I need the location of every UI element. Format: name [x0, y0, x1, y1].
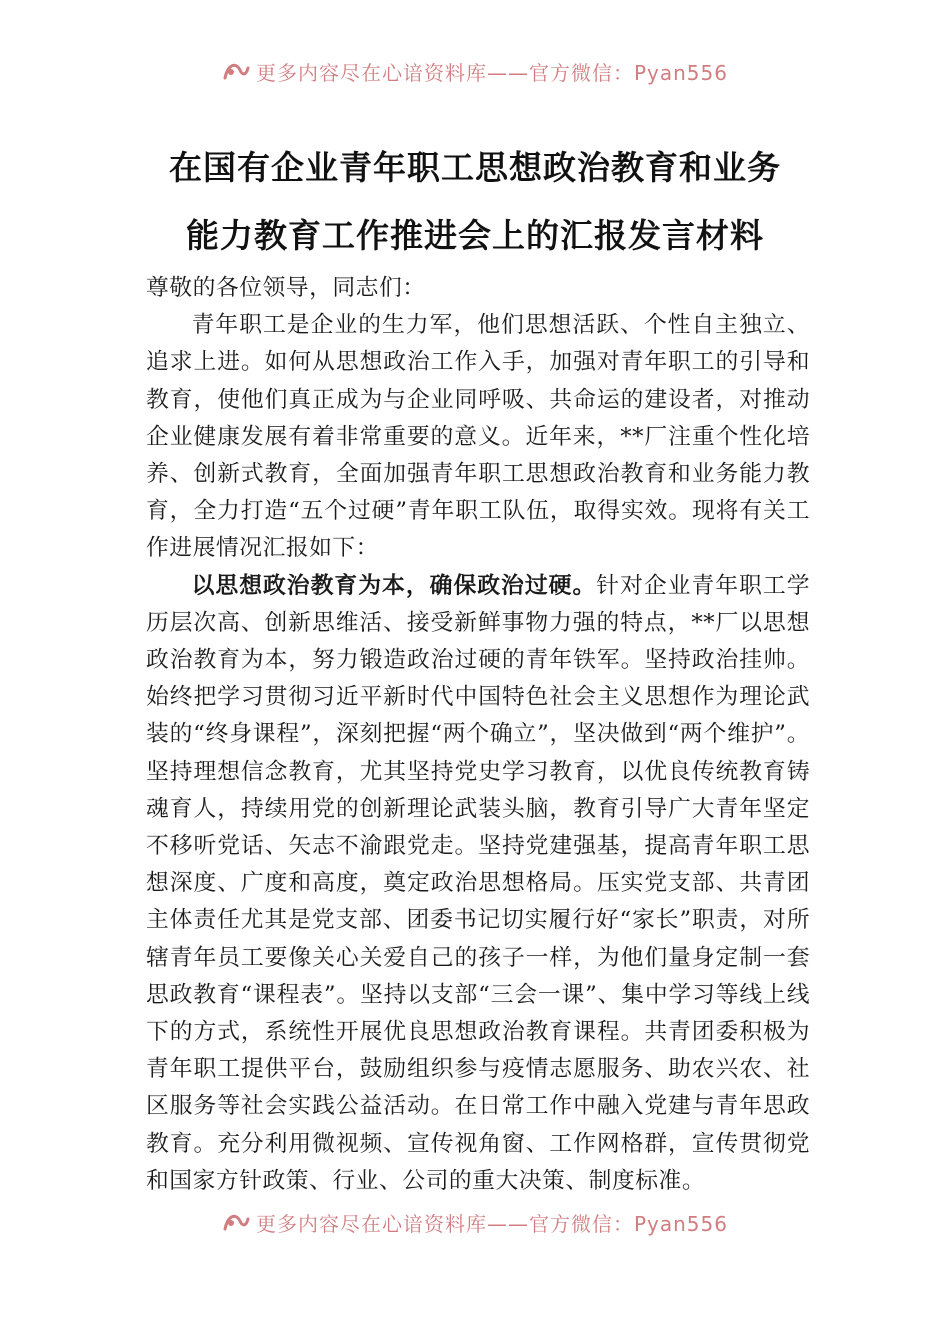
- watermark-logo-icon: [222, 60, 250, 82]
- paragraph-intro: 青年职工是企业的生力军，他们思想活跃、个性自主独立、追求上进。如何从思想政治工作入手，加强对青年职工的引导和教育，使他们真正成为与企业同呼吸、共命运的建设者，对推动企业健康发展有着非常重要的意义。近年来，**厂注重个性化培养、创新式教育，全面加强青年职工思想政治教育和业务能力教育，全力打造“五个过硬”青年职工队伍，取得实效。现将有关工作进展情况汇报如下：: [146, 312, 810, 562]
- document-title-line2: 能力教育工作推进会上的汇报发言材料: [186, 216, 764, 255]
- document-title-line1: 在国有企业青年职工思想政治教育和业务: [169, 148, 781, 187]
- salutation: 尊敬的各位领导，同志们：: [146, 275, 426, 301]
- watermark-logo-icon: [222, 1211, 250, 1233]
- document-body: [146, 270, 810, 1200]
- paragraph-body: 针对企业青年职工学历层次高、创新思维活、接受新鲜事物力强的特点，**厂以思想政治教育为本，努力锻造政治过硬的青年铁军。坚持政治挂帅。始终把学习贯彻习近平新时代中国特色社会主义思想作为理论武装的“终身课程”，深刻把握“两个确立”，坚决做到“两个维护”。坚持理想信念教育，尤其坚持党史学习教育，以优良传统教育铸魂育人，持续用党的创新理论武装头脑，教育引导广大青年坚定不移听党话、矢志不渝跟党走。坚持党建强基，提高青年职工思想深度、广度和高度，奠定政治思想格局。压实党支部、共青团主体责任尤其是党支部、团委书记切实履行好“家长”职责，对所辖青年员工要像关心关爱自己的孩子一样，为他们量身定制一套思政教育“课程表”。坚持以支部“三会一课”、集中学习等线上线下的方式，系统性开展优良思想政治教育课程。共青团委积极为青年职工提供平台，鼓励组织参与疫情志愿服务、助农兴农、社区服务等社会实践公益活动。在日常工作中融入党建与青年思政教育。充分利用微视频、宣传视角窗、工作网格群，宣传贯彻党和国家方针政策、行业、公司的重大决策、制度标准。: [146, 572, 811, 1194]
- footer-watermark: [0, 1207, 950, 1237]
- watermark-text: 更多内容尽在心谙资料库——官方微信：Pyan556: [255, 1211, 728, 1236]
- paragraph-lead-heading: 以思想政治教育为本，确保政治过硬。: [191, 572, 597, 599]
- paragraph-political-education: [146, 568, 810, 1200]
- header-watermark: [0, 56, 950, 86]
- watermark-text: 更多内容尽在心谙资料库——官方微信：Pyan556: [255, 60, 728, 85]
